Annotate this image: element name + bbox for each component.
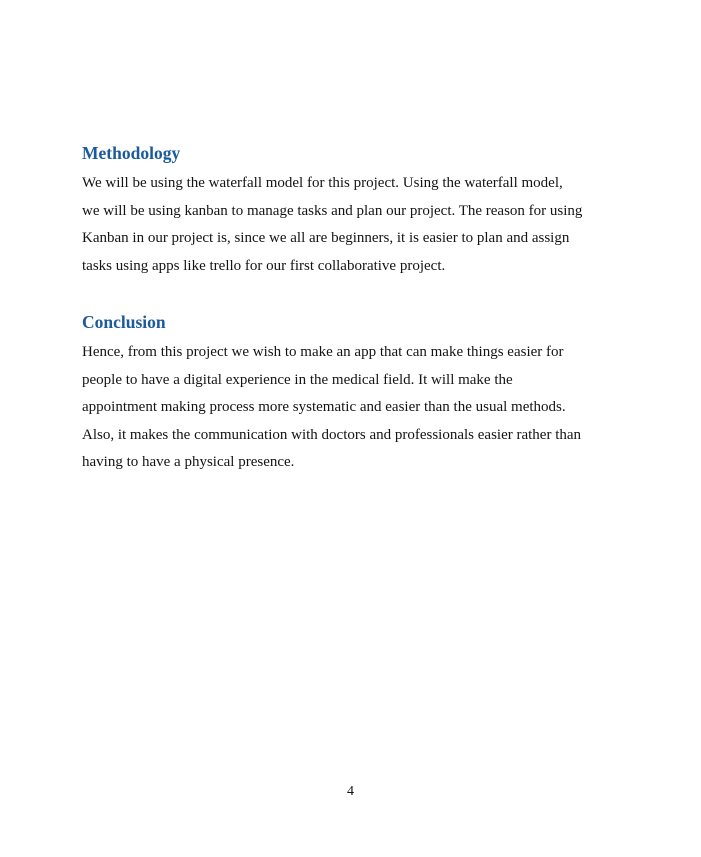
methodology-paragraph — [82, 170, 642, 280]
paragraph-line: tasks using apps like trello for our first collaborative project. — [82, 257, 446, 274]
paragraph-line: having to have a physical presence. — [82, 454, 295, 471]
paragraph-line: Kanban in our project is, since we all are beginners, it is easier to plan and assign — [82, 230, 570, 247]
methodology-section — [82, 142, 642, 280]
paragraph-line: We will be using the waterfall model for this project. Using the waterfall model, — [82, 175, 563, 191]
paragraph-line: Also, it makes the communication with doctors and professionals easier rather than — [82, 426, 582, 443]
page-number: 4 — [347, 784, 354, 799]
methodology-heading: Methodology — [82, 143, 181, 163]
conclusion-paragraph — [82, 339, 642, 477]
paragraph-line: Hence, from this project we wish to make an app that can make things easier for — [82, 344, 564, 360]
paragraph-line: people to have a digital experience in the medical field. It will make the — [82, 371, 513, 388]
conclusion-heading: Conclusion — [82, 312, 166, 332]
paragraph-line: we will be using kanban to manage tasks and plan our project. The reason for using — [82, 202, 583, 219]
conclusion-section — [82, 311, 642, 477]
paragraph-line: appointment making process more systematic and easier than the usual methods. — [82, 399, 566, 416]
